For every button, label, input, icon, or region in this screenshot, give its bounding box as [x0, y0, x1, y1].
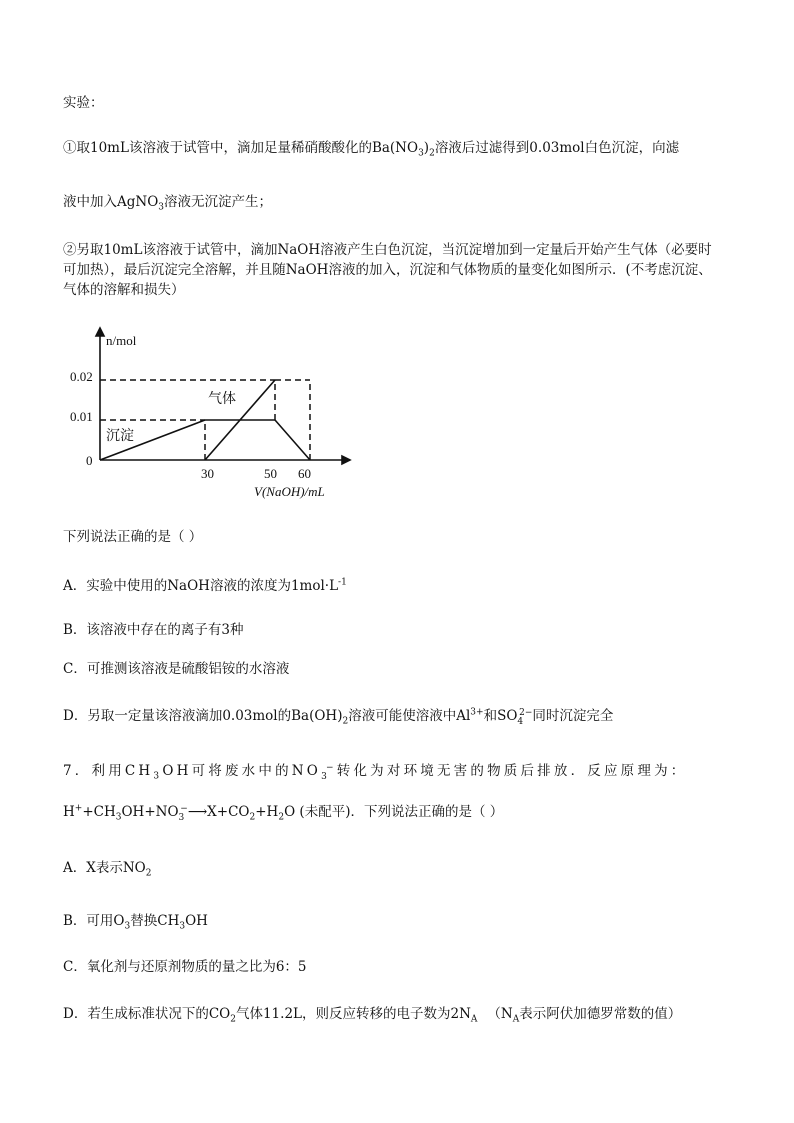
experiment-1-line2 [63, 193, 272, 211]
q7-stem-c: 转化为对环境无害的物质后排放．反应原理为： [336, 763, 688, 779]
eq-h2: +H [255, 804, 279, 820]
q7-option-a: A．X表示$NO_2$ [63, 860, 152, 879]
q7-d-text-a: D．若生成标准状况下的CO [63, 1006, 231, 1022]
q7-d-text-b: 气体11.2L，则反应转移的电子数为2N [235, 1006, 471, 1022]
option-a-text: A．实验中使用的NaOH溶液的浓度为1mol·L [63, 578, 339, 594]
y-axis-label: n/mol [106, 333, 137, 348]
q7-stem: 7．利用$CH_3OH$可将废水中的$NO_3^-$转化为对环境无害的物质后排放．反应原理为： [63, 762, 688, 782]
option-d-text-b: 溶液可能使溶液中Al [348, 708, 471, 724]
x-tick-30: 30 [201, 466, 214, 481]
q7-equation: $H^++CH_3OH+NO_3^-⟶X+CO_2+H_2O$ (未配平)．下列说法正确的是（ ） [63, 803, 504, 823]
eq-no: OH+NO [121, 804, 179, 820]
option-a-sup: -1 [338, 577, 347, 588]
series-label-gas: 气体 [208, 392, 236, 407]
experiment-1-line1 [63, 139, 679, 157]
eq-tail: O (未配平)．下列说法正确的是（ ） [284, 804, 504, 820]
q7-stem-a: 7．利用CH [63, 763, 154, 779]
y-axis-arrow [96, 328, 104, 336]
q7-d-text-c: （N [487, 1006, 513, 1022]
sub-3: 3 [418, 148, 424, 159]
x-tick-50: 50 [264, 466, 277, 481]
y-tick-0.01: 0.01 [70, 409, 93, 424]
q6-option-c: C．可推测该溶液是硫酸铝铵的水溶液 [63, 661, 290, 677]
option-d-text-c: 和SO [483, 708, 518, 724]
exp1-text-c: 溶液后过滤得到0.03mol白色沉淀，向滤 [434, 140, 680, 156]
x-axis-label: V(NaOH)/mL [254, 484, 325, 499]
q7-b-text-a: B．可用O [63, 913, 125, 929]
q7-b-text-b: 替换CH [130, 913, 180, 929]
q6-option-b: B．该溶液中存在的离子有3种 [63, 622, 244, 638]
x-tick-60: 60 [298, 466, 311, 481]
q7-option-c: C．氧化剂与还原剂物质的量之比为6：5 [63, 959, 307, 975]
eq-ch: +CH [82, 804, 116, 820]
q7-a-text: A．X表示NO [63, 860, 146, 876]
q7-b-text-c: OH [185, 913, 208, 929]
q7-option-d: D．若生成标准状况下的$CO_2$气体11.2L，则反应转移的电子数为$2N_A$ （$N_A$表示阿伏加德罗常数的值） [63, 1006, 682, 1025]
eq-co: ⟶X+CO [187, 804, 250, 820]
sub-2: 2 [429, 148, 435, 159]
sub-3: 3 [158, 202, 165, 213]
exp1-line2-a: 液中加入AgNO [63, 194, 159, 210]
exp1-line2-b: 溶液无沉淀产生； [164, 194, 273, 210]
exp1-text-b: ) [423, 140, 430, 156]
q6-prompt: 下列说法正确的是（ ） [63, 529, 203, 545]
option-d-text-d: 同时沉淀完全 [532, 708, 614, 724]
series-0-segment-2 [275, 420, 310, 460]
precipitate-gas-chart [70, 318, 370, 508]
q6-option-a [63, 577, 347, 595]
x-axis-arrow [342, 456, 350, 464]
q7-d-text-d: 表示阿伏加德罗常数的值） [519, 1006, 682, 1022]
intro-label: 实验： [63, 95, 104, 111]
series-label-precipitate: 沉淀 [106, 429, 134, 444]
y-tick-0: 0 [86, 453, 93, 468]
exp1-text-a: ①取10mL该溶液于试管中，滴加足量稀硝酸酸化的Ba(NO [63, 140, 419, 156]
option-d-text-a: D．另取一定量该溶液滴加0.03mol的Ba(OH) [63, 708, 343, 724]
q6-option-d: D．另取一定量该溶液滴加0.03mol的$Ba(OH)_2$溶液可能使溶液中$Al^{3+}$和$SO_4^{2-}$同时沉淀完全 [63, 707, 614, 727]
q7-stem-b: OH可将废水中的NO [162, 763, 322, 779]
experiment-2-text: ②另取10mL该溶液于试管中，滴加NaOH溶液产生白色沉淀，当沉淀增加到一定量后开始产生气体（必要时可加热），最后沉淀完全溶解，并且随NaOH溶液的加入，沉淀和气体物质的量变化如图所示．(不考虑沉淀、气体的溶解和损失） [63, 242, 712, 298]
eq-h: H [63, 804, 75, 820]
y-tick-0.02: 0.02 [70, 369, 93, 384]
q7-option-b: B．可用$O_3$替换$CH_3OH$ [63, 913, 208, 932]
